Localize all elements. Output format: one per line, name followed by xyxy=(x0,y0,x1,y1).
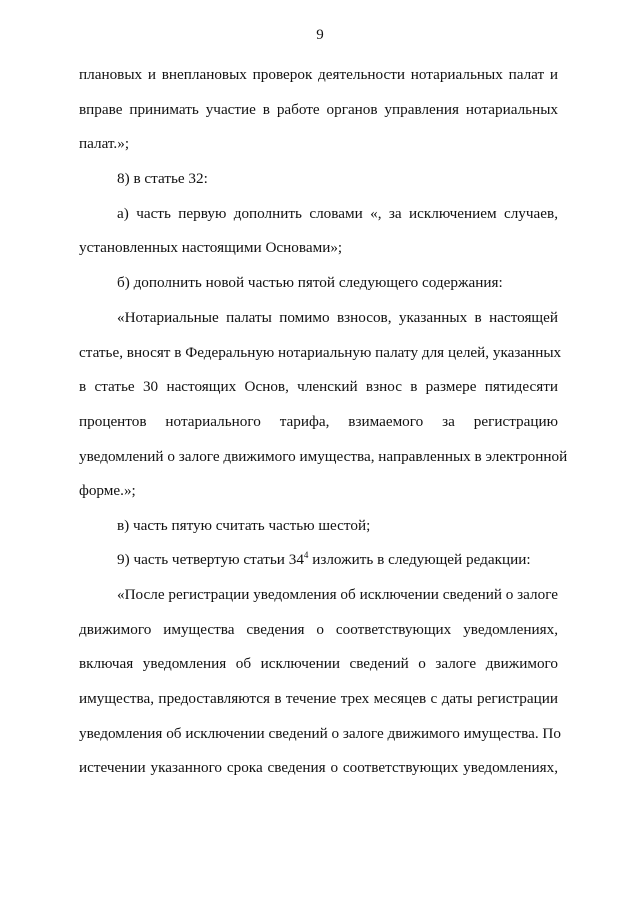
text-line: истечении указанного срока сведения о соответствующих уведомлениях, xyxy=(79,759,558,776)
list-item-8: 8) в статье 32: xyxy=(117,170,208,187)
text-line: в статье 30 настоящих Основ, членский взнос в размере пятидесяти xyxy=(79,378,558,395)
text-line: б) дополнить новой частью пятой следующего содержания: xyxy=(117,274,503,291)
text-line: а) часть первую дополнить словами «, за исключением случаев, xyxy=(117,205,558,222)
line-text-continued: изложить в следующей редакции: xyxy=(308,551,531,568)
text-line: «Нотариальные палаты помимо взносов, указанных в настоящей xyxy=(117,309,558,326)
text-line: плановых и внеплановых проверок деятельности нотариальных палат и xyxy=(79,66,558,83)
page-number: 9 xyxy=(316,27,324,43)
text-line: вправе принимать участие в работе органов управления нотариальных xyxy=(79,101,558,118)
text-line: установленных настоящими Основами»; xyxy=(79,239,343,256)
text-line: имущества, предоставляются в течение трех месяцев с даты регистрации xyxy=(79,690,558,707)
text-line: статье, вносят в Федеральную нотариальную палату для целей, указанных xyxy=(79,344,562,361)
text-line: палат.»; xyxy=(79,135,130,152)
text-line: форме.»; xyxy=(79,482,136,499)
line-text: 9) часть четвертую статьи 34 xyxy=(117,551,304,568)
text-line: уведомлений о залоге движимого имущества, направленных в электронной xyxy=(79,448,568,465)
text-line: процентов нотариального тарифа, взимаемого за регистрацию xyxy=(79,413,558,430)
text-line: движимого имущества сведения о соответствующих уведомлениях, xyxy=(79,621,558,638)
superscript: 4 xyxy=(303,550,309,560)
text-line: в) часть пятую считать частью шестой; xyxy=(117,517,371,534)
list-item-9 xyxy=(117,550,558,570)
text-line: включая уведомления об исключении сведений о залоге движимого xyxy=(79,655,558,672)
text-line: «После регистрации уведомления об исключении сведений о залоге xyxy=(117,586,558,603)
text-line: уведомления об исключении сведений о залоге движимого имущества. По xyxy=(79,725,561,742)
